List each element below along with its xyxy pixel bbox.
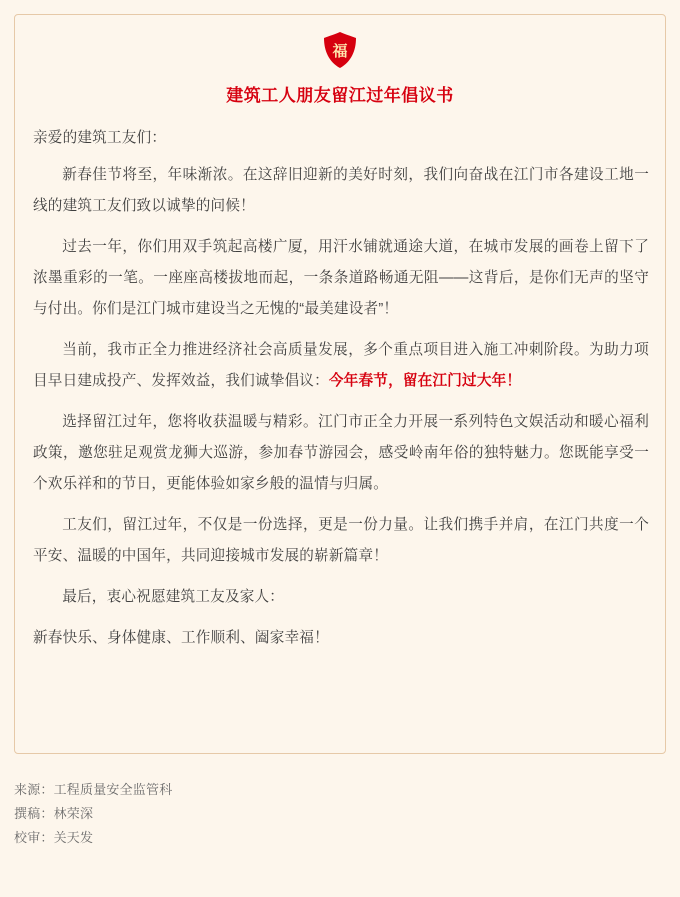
paragraph-3-text: 当前，我市正全力推进经济社会高质量发展，多个重点项目进入施工冲刺阶段。为助力项目早日建成投产、发挥效益，我们诚挚倡议： [33, 342, 649, 389]
paragraph-1: 新春佳节将至，年味渐浓。在这辞旧迎新的美好时刻，我们向奋战在江门市各建设工地一线的建筑工友们致以诚挚的问候！ [33, 167, 649, 214]
paragraph-2: 过去一年，你们用双手筑起高楼广厦，用汗水铺就通途大道，在城市发展的画卷上留下了浓墨重彩的一笔。一座座高楼拔地而起，一条条道路畅通无阻——这背后，是你们无声的坚守与付出。你们是江门城市建设当之无愧的“最美建设者”！ [33, 239, 649, 317]
document-body [33, 123, 649, 664]
paragraph-6: 最后，衷心祝愿建筑工友及家人： [62, 589, 285, 605]
fu-seal-icon [323, 31, 357, 69]
document-footer [14, 778, 666, 850]
footer-author: 撰稿：林荣深 [14, 806, 94, 821]
notice-card [14, 14, 666, 754]
paragraph-3-highlight: 今年春节，留在江门过大年！ [328, 373, 522, 389]
blessing-line: 新春快乐、身体健康、工作顺利、阖家幸福！ [33, 630, 329, 646]
salutation: 亲爱的建筑工友们： [33, 130, 167, 146]
footer-reviewer: 校审：关天发 [14, 830, 94, 845]
paragraph-4: 选择留江过年，您将收获温暖与精彩。江门市正全力开展一系列特色文娱活动和暖心福利政策，邀您驻足观赏龙狮大巡游，参加春节游园会，感受岭南年俗的独特魅力。您既能享受一个欢乐祥和的节日，更能体验如家乡般的温情与归属。 [33, 414, 649, 492]
paragraph-5: 工友们，留江过年，不仅是一份选择，更是一份力量。让我们携手并肩，在江门共度一个平安、温暖的中国年，共同迎接城市发展的崭新篇章！ [33, 517, 649, 564]
footer-source: 来源：工程质量安全监管科 [14, 782, 173, 797]
fu-character: 福 [332, 43, 348, 60]
page-title: 建筑工人朋友留江过年倡议书 [226, 86, 454, 105]
paragraph-3 [33, 335, 649, 397]
